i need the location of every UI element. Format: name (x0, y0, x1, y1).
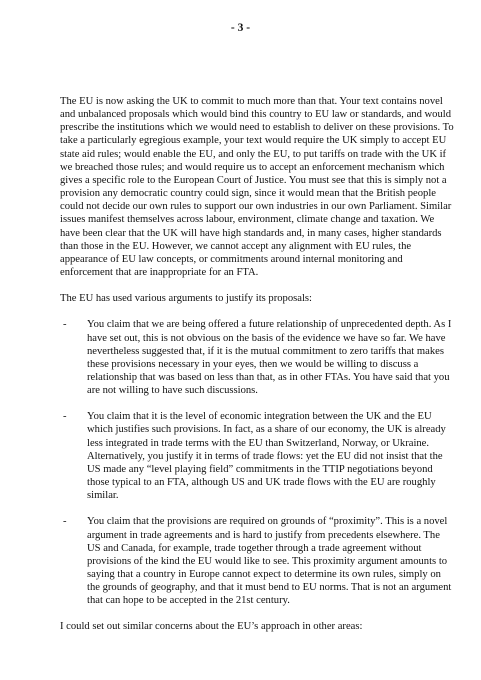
dash-marker: - (63, 411, 67, 423)
dash-marker: - (63, 319, 67, 331)
list-item (60, 318, 454, 397)
page-number: - 3 - (230, 22, 251, 34)
list-item (60, 410, 454, 502)
list-item (60, 515, 454, 607)
list-item-text: You claim that we are being offered a future relationship of unprecedented depth. As I have set out, this is not obvious on the basis of the evidence we have so far. We have nevertheless suggested that, if it is the mutual commitment to zero tariffs that makes these provisions necessary in your eyes, then we would be willing to discuss a relationship that was based on less than that, as in other FTAs. You have said that you are not willing to have such discussions. (87, 319, 452, 397)
dash-marker: - (63, 516, 67, 528)
arguments-list (60, 318, 454, 607)
list-item-text: You claim that the provisions are required on grounds of “proximity”. This is a novel argument in trade agreements and is hard to justify from precedents elsewhere. The US and Canada, for example, trade together through a trade agreement without provisions of the kind the EU would like to see. This proximity argument amounts to saying that a country in Europe cannot expect to determine its own rules, simply on the grounds of geography, and that it must bend to EU norms. That is not an argument that can hope to be accepted in the 21st century. (87, 516, 452, 607)
list-item-text: You claim that it is the level of economic integration between the UK and the EU which justifies such provisions. In fact, as a share of our economy, the UK is already less integrated in trade terms with the EU than Switzerland, Norway, or Ukraine. Alternatively, you justify it in terms of trade flows: yet the EU did not insist that the US made any “level playing field” commitments in the TTIP negotiations beyond those typical to an FTA, although US and UK trade flows with the EU are roughly similar. (87, 411, 446, 502)
paragraph-closing: I could set out similar concerns about the EU’s approach in other areas: (60, 621, 363, 633)
letter-body (60, 95, 454, 647)
paragraph-eu-arguments-intro: The EU has used various arguments to justify its proposals: (60, 293, 312, 305)
paragraph-eu-demands: The EU is now asking the UK to commit to much more than that. Your text contains novel and unbalanced proposals which would bind this country to EU law or standards, and would prescribe the institutions which we would need to establish to deliver on these provisions. To take a particularly egregious example, your text would require the UK simply to accept EU state aid rules; would enable the EU, and only the EU, to put tariffs on trade with the UK if we breached those rules; and would require us to accept an enforcement mechanism which gives a specific role to the European Court of Justice. You must see that this is simply not a provision any democratic country could sign, since it would mean that the British people could not decide our own rules to support our own industries in our own Parliament. Similar issues manifest themselves across labour, environment, climate change and taxation. We have been clear that the UK will have high standards and, in many cases, higher standards than those in the EU. However, we cannot accept any alignment with EU rules, the appearance of EU law concepts, or commitments around internal monitoring and enforcement that are inappropriate for an FTA. (60, 96, 454, 279)
